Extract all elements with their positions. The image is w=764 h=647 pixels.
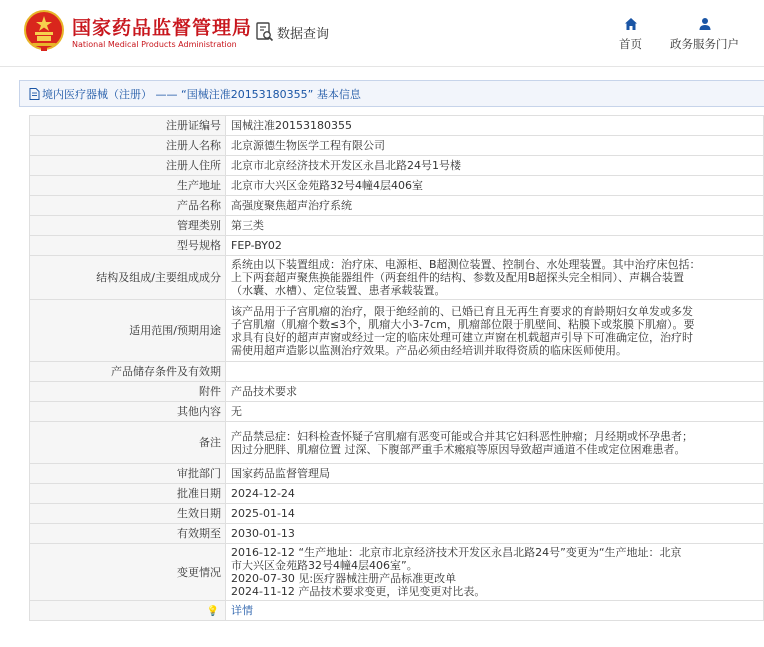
field-label: 备注 bbox=[30, 422, 226, 464]
user-icon bbox=[698, 17, 712, 31]
field-value bbox=[226, 176, 764, 196]
field-value bbox=[226, 484, 764, 504]
table-row bbox=[30, 362, 764, 382]
field-label: 其他内容 bbox=[30, 402, 226, 422]
field-value bbox=[226, 300, 764, 362]
field-value bbox=[226, 256, 764, 300]
breadcrumb-text: 境内医疗器械（注册） —— “国械注准20153180355” 基本信息 bbox=[42, 87, 361, 101]
table-row-detail bbox=[30, 601, 764, 621]
field-value-line: 系统由以下装置组成：治疗床、电源柜、B超测位装置、控制台、水处理装置。其中治疗床包括： bbox=[231, 258, 701, 271]
nav-home[interactable] bbox=[619, 17, 642, 52]
field-label: 适用范围/预期用途 bbox=[30, 300, 226, 362]
data-query-link[interactable] bbox=[256, 21, 329, 43]
field-value-line: 北京源德生物医学工程有限公司 bbox=[231, 139, 385, 152]
table-row bbox=[30, 524, 764, 544]
field-value bbox=[226, 156, 764, 176]
table-row bbox=[30, 116, 764, 136]
field-label: 附件 bbox=[30, 382, 226, 402]
field-label: 审批部门 bbox=[30, 464, 226, 484]
home-icon bbox=[624, 17, 638, 31]
field-value bbox=[226, 216, 764, 236]
field-value bbox=[226, 524, 764, 544]
field-label: 产品储存条件及有效期 bbox=[30, 362, 226, 382]
table-row bbox=[30, 544, 764, 601]
field-value-line: 第三类 bbox=[231, 219, 264, 232]
table-row bbox=[30, 136, 764, 156]
field-value-line: 该产品用于子宫肌瘤的治疗，限于绝经前的、已婚已育且无再生育要求的育龄期妇女单发或多发 bbox=[231, 304, 693, 318]
field-value-line: 无 bbox=[231, 405, 242, 418]
field-label: 型号规格 bbox=[30, 236, 226, 256]
field-label: 产品名称 bbox=[30, 196, 226, 216]
national-emblem-icon bbox=[24, 10, 64, 52]
field-value bbox=[226, 382, 764, 402]
field-value-line: 2030-01-13 bbox=[231, 527, 295, 540]
table-row bbox=[30, 484, 764, 504]
document-icon bbox=[29, 88, 40, 100]
field-value bbox=[226, 402, 764, 422]
table-row bbox=[30, 504, 764, 524]
brand-name-en: National Medical Products Administration bbox=[72, 40, 237, 49]
field-value-line: 2024-12-24 bbox=[231, 487, 295, 500]
site-header bbox=[0, 0, 764, 66]
table-row bbox=[30, 256, 764, 300]
registration-info-table bbox=[29, 115, 764, 621]
field-value bbox=[226, 464, 764, 484]
brand-name-cn: 国家药品监督管理局 bbox=[72, 17, 253, 39]
field-value-line: 国家药品监督管理局 bbox=[231, 467, 330, 480]
table-row bbox=[30, 402, 764, 422]
field-value-line: 国械注准20153180355 bbox=[231, 119, 352, 132]
field-value bbox=[226, 136, 764, 156]
field-value-line: 需使用超声造影以监测治疗效果。产品必须由经培训并取得资质的临床医师使用。 bbox=[231, 343, 627, 357]
field-label: 注册人名称 bbox=[30, 136, 226, 156]
field-value bbox=[226, 196, 764, 216]
field-label: 变更情况 bbox=[30, 544, 226, 601]
field-value-line: 北京市大兴区金苑路32号4幢4层406室 bbox=[231, 179, 423, 192]
field-value bbox=[226, 544, 764, 601]
table-row bbox=[30, 236, 764, 256]
field-value bbox=[226, 504, 764, 524]
table-row bbox=[30, 464, 764, 484]
field-label: 生产地址 bbox=[30, 176, 226, 196]
field-value-line: 2024-11-12 产品技术要求变更，详见变更对比表。 bbox=[231, 585, 486, 598]
nav-services[interactable] bbox=[670, 17, 739, 52]
field-value-line: 北京市北京经济技术开发区永昌北路24号1号楼 bbox=[231, 159, 461, 172]
field-value-line: 市大兴区金苑路32号4幢4层406室”。 bbox=[231, 559, 418, 572]
field-label: 注册人住所 bbox=[30, 156, 226, 176]
lightbulb-icon: 💡 bbox=[206, 605, 219, 617]
field-value-line: 产品技术要求 bbox=[231, 385, 297, 398]
header-divider bbox=[0, 66, 764, 67]
field-label: 注册证编号 bbox=[30, 116, 226, 136]
field-value bbox=[226, 116, 764, 136]
field-value bbox=[226, 362, 764, 382]
table-row bbox=[30, 176, 764, 196]
field-label: 生效日期 bbox=[30, 504, 226, 524]
detail-value-cell bbox=[226, 601, 764, 621]
field-value-line: 2020-07-30 见:医疗器械注册产品标准更改单 bbox=[231, 572, 457, 585]
nav-services-label: 政务服务门户 bbox=[670, 37, 739, 51]
field-value-line: 2016-12-12 “生产地址：北京市北京经济技术开发区永昌北路24号”变更为“生产地址：北京 bbox=[231, 546, 682, 559]
field-value bbox=[226, 236, 764, 256]
field-label: 批准日期 bbox=[30, 484, 226, 504]
field-value-line: 产品禁忌症：妇科检查怀疑子宫肌瘤有恶变可能或合并其它妇科恶性肿瘤；月经期或怀孕患者； bbox=[231, 429, 693, 443]
field-value-line: （水囊、水槽）、定位装置、患者承载装置。 bbox=[231, 284, 446, 297]
table-row bbox=[30, 216, 764, 236]
field-value-line: FEP-BY02 bbox=[231, 239, 282, 252]
table-row bbox=[30, 382, 764, 402]
data-query-label: 数据查询 bbox=[277, 26, 330, 42]
detail-label-cell bbox=[30, 601, 226, 621]
field-label: 有效期至 bbox=[30, 524, 226, 544]
field-label: 结构及组成/主要组成成分 bbox=[30, 256, 226, 300]
table-row bbox=[30, 422, 764, 464]
field-value-line: 求具有良好的超声声窗或经过一定的临床处理可建立声窗在机载超声引导下可准确定位，治疗时 bbox=[231, 330, 693, 344]
field-value-line: 子宫肌瘤（肌瘤个数≤3个，肌瘤大小3-7cm，肌瘤部位限于肌壁间、粘膜下或浆膜下肌瘤）。要 bbox=[231, 317, 695, 331]
detail-link[interactable]: 详情 bbox=[231, 604, 253, 617]
field-value-line: 因过分肥胖、肌瘤位置 过深、下腹部严重手术瘢痕等原因导致超声通道不佳或定位困难患者。 bbox=[231, 442, 686, 456]
field-value bbox=[226, 422, 764, 464]
table-row bbox=[30, 196, 764, 216]
document-search-icon bbox=[256, 22, 274, 42]
breadcrumb bbox=[19, 80, 764, 107]
table-row bbox=[30, 300, 764, 362]
field-value-line: 上下两套超声聚焦换能器组件（两套组件的结构、参数及配用B超探头完全相同）、声耦合装置 bbox=[231, 271, 685, 284]
field-value-line: 2025-01-14 bbox=[231, 507, 295, 520]
table-row bbox=[30, 156, 764, 176]
nav-home-label: 首页 bbox=[619, 37, 642, 51]
field-label: 管理类别 bbox=[30, 216, 226, 236]
field-value-line: 高强度聚焦超声治疗系统 bbox=[231, 199, 352, 212]
